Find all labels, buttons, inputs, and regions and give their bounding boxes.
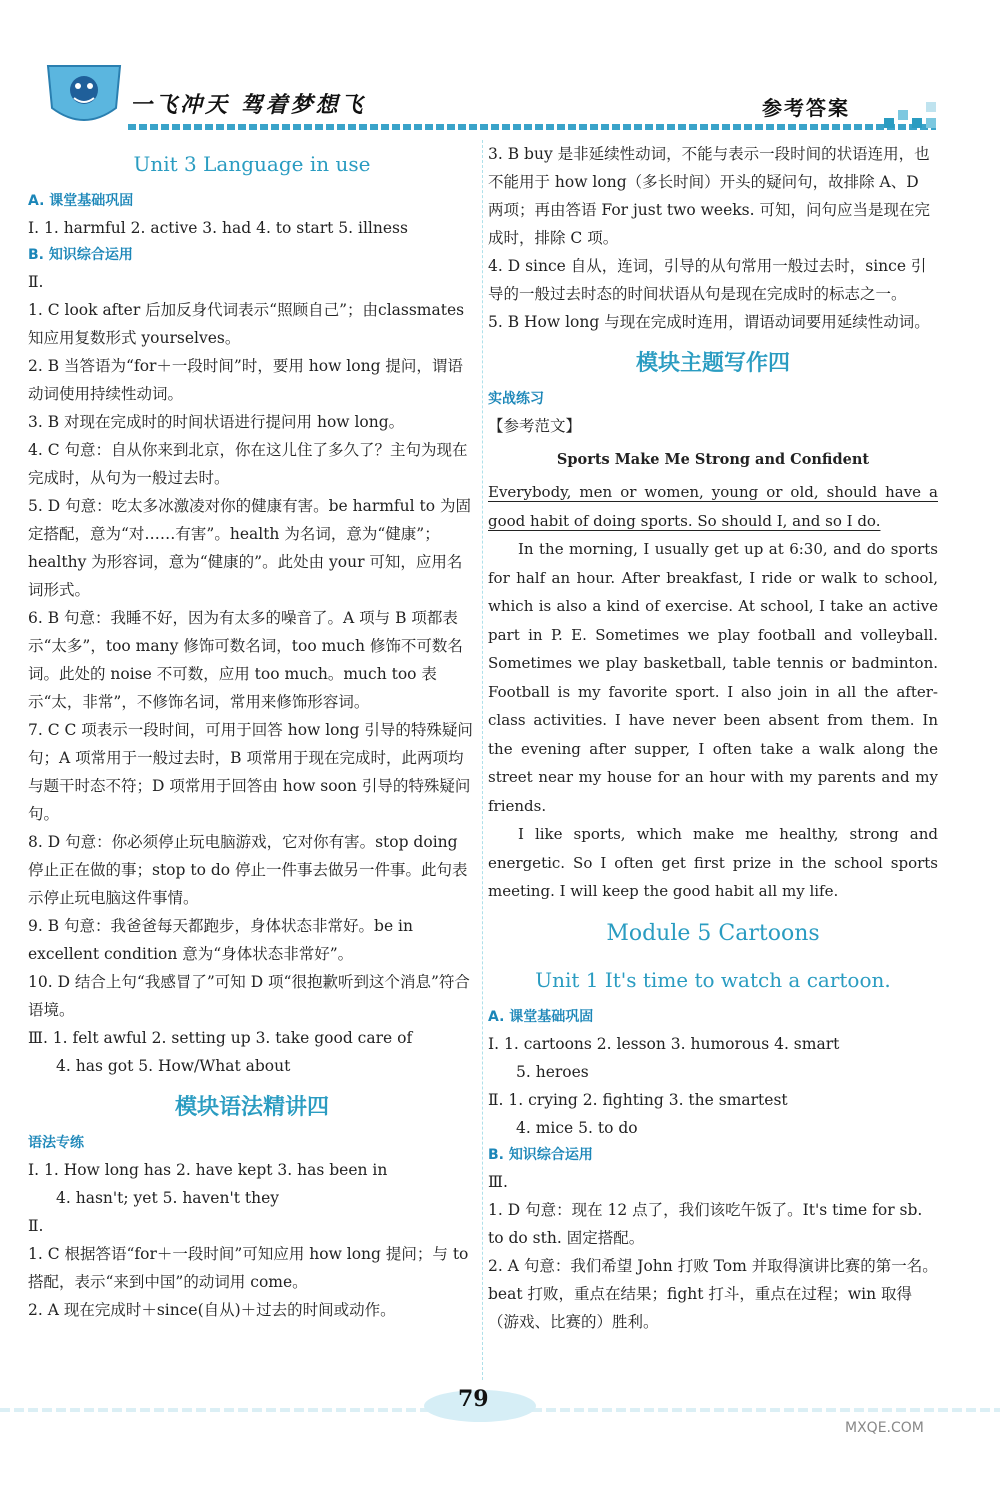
answer-line: Ⅲ. 1. felt awful 2. setting up 3. take good care of: [28, 1029, 413, 1047]
answer-item: 2. A 句意：我们希望 John 打败 Tom 并取得演讲比赛的第一名。beat 打败，重点在结果；fight 打斗，重点在过程；win 取得（游戏、比赛的）胜利。: [488, 1256, 938, 1331]
grammar-practice-label: 语法专练: [28, 1135, 84, 1151]
answer-item: 6. B 句意：我睡不好，因为有太多的噪音了。A 项与 B 项都表示“太多”，too many 修饰可数名词，too much 修饰不可数名词。此处的 noise 不可数，应用 too much。much too 表示“太，非常”，不修饰名词，常用来修饰形容词。: [28, 609, 463, 711]
answer-line: Ⅰ. 1. harmful 2. active 3. had 4. to start 5. illness: [28, 219, 408, 237]
watermark-logo: MXQE.COM: [845, 1420, 924, 1436]
answer-line: Ⅰ. 1. cartoons 2. lesson 3. humorous 4. smart: [488, 1034, 840, 1053]
section-label-a: A. 课堂基础巩固: [488, 1008, 594, 1025]
answer-item: 1. D 句意：现在 12 点了，我们该吃午饭了。It's time for sb. to do sth. 固定搭配。: [488, 1200, 923, 1247]
answer-item: 2. A 现在完成时＋since(自从)＋过去的时间或动作。: [28, 1301, 396, 1319]
unit-title: Unit 1 It's time to watch a cartoon.: [535, 967, 891, 992]
answer-item: 8. D 句意：你必须停止玩电脑游戏，它对你有害。stop doing 停止正在做的事；stop to do 停止一件事去做另一件事。此句表示停止玩电脑这件事情。: [28, 833, 468, 907]
unit-title: Unit 3 Language in use: [133, 152, 371, 176]
header-section-title: 参考答案: [762, 96, 850, 120]
answer-line: Ⅱ. 1. crying 2. fighting 3. the smartest: [488, 1090, 788, 1109]
answer-item: 1. C 根据答语“for＋一段时间”可知应用 how long 提问；与 to 搭配，表示“来到中国”的动词用 come。: [28, 1245, 469, 1291]
section-label-b: B. 知识综合运用: [28, 247, 133, 263]
answer-line: 4. has got 5. How/What about: [56, 1057, 291, 1075]
answer-item: 7. C C 项表示一段时间，可用于回答 how long 引导的特殊疑问句；A 项常用于一般过去时，B 项常用于现在完成时，此两项均与题干时态不符；D 项常用于回答由 how soon 引导的特殊疑问句。: [28, 721, 473, 823]
essay-paragraph: Everybody, men or women, young or old, should have a good habit of doing sports. So should I, and so I do.: [488, 483, 938, 530]
answer-item: 5. D 句意：吃太多冰激凌对你的健康有害。be harmful to 为固定搭配，意为“对……有害”。health 为名词，意为“健康”；healthy 为形容词，意为“健康的”。此处由 your 可知，应用名词形式。: [28, 497, 472, 599]
answer-item: 3. B 对现在完成时的时间状语进行提问用 how long。: [28, 413, 405, 431]
roman-heading: Ⅱ.: [28, 273, 44, 291]
answer-line: 4. mice 5. to do: [516, 1118, 638, 1137]
grammar-section-title: 模块语法精讲四: [174, 1095, 329, 1120]
answer-item: 5. B How long 与现在完成时连用，谓语动词要用延续性动词。: [488, 313, 930, 331]
left-column: [28, 140, 476, 1324]
answer-line: 4. hasn't; yet 5. haven't they: [56, 1189, 280, 1207]
essay-paragraph: In the morning, I usually get up at 6:30, and do sports for half an hour. After breakfast, I ride or walk to school, which is also a kind of exercise. At school, I take an active part in P. E. Sometimes we play football and volleyball. Sometimes we play basketball, table tennis or badminton. Football is my favorite sport. I also join in all the after-class activities. I have never been absent from them. In the evening after supper, I often take a walk along the street near my house for an hour with my parents and my friends.: [488, 540, 938, 815]
checker-decoration-icon: [880, 96, 940, 136]
module-title: Module 5 Cartoons: [606, 920, 820, 946]
answer-item: 3. B buy 是非延续性动词，不能与表示一段时间的状语连用，也不能用于 how long（多长时间）开头的疑问句，故排除 A、D 两项；再由答语 For just two weeks. 可知，问句应当是现在完成时，排除 C 项。: [488, 145, 930, 247]
answer-item: 2. B 当答语为“for＋一段时间”时，要用 how long 提问，谓语动词使用持续性动词。: [28, 357, 463, 403]
header-divider: [128, 124, 936, 130]
answer-item: 9. B 句意：我爸爸每天都跑步，身体状态非常好。be in excellent condition 意为“身体状态非常好”。: [28, 917, 413, 963]
answer-item: 1. C look after 后加反身代词表示“照顾自己”；由classmates 知应用复数形式 yourselves。: [28, 301, 465, 347]
answer-item: 4. D since 自从，连词，引导的从句常用一般过去时，since 引导的一般过去时态的时间状语从句是现在完成时的标志之一。: [488, 257, 927, 303]
column-divider: [482, 140, 483, 1380]
writing-section-title: 模块主题写作四: [635, 351, 790, 376]
answer-item: 10. D 结合上句“我感冒了”可知 D 项“很抱歉听到这个消息”符合语境。: [28, 973, 470, 1019]
practice-label: 实战练习: [488, 391, 544, 407]
roman-heading: Ⅲ.: [488, 1172, 508, 1191]
essay-paragraph: I like sports, which make me healthy, strong and energetic. So I often get first prize in the school sports meeting. I will keep the good habit all my life.: [488, 825, 938, 900]
answer-line: Ⅰ. 1. How long has 2. have kept 3. has been in: [28, 1161, 388, 1179]
answer-line: 5. heroes: [516, 1062, 589, 1081]
sample-essay-label: 【参考范文】: [488, 417, 582, 435]
page-number: 79: [458, 1386, 489, 1412]
roman-heading: Ⅱ.: [28, 1217, 44, 1235]
mascot-logo-icon: [38, 58, 130, 130]
right-column: [488, 140, 938, 1336]
section-label-b: B. 知识综合运用: [488, 1146, 593, 1163]
page-header: [0, 0, 1000, 150]
answer-item: 4. C 句意：自从你来到北京，你在这儿住了多久了？主句为现在完成时，从句为一般过去时。: [28, 441, 468, 487]
header-slogan: 一飞冲天 驾着梦想飞: [130, 93, 366, 118]
section-label-a: A. 课堂基础巩固: [28, 193, 134, 209]
essay-title: Sports Make Me Strong and Confident: [556, 451, 870, 468]
